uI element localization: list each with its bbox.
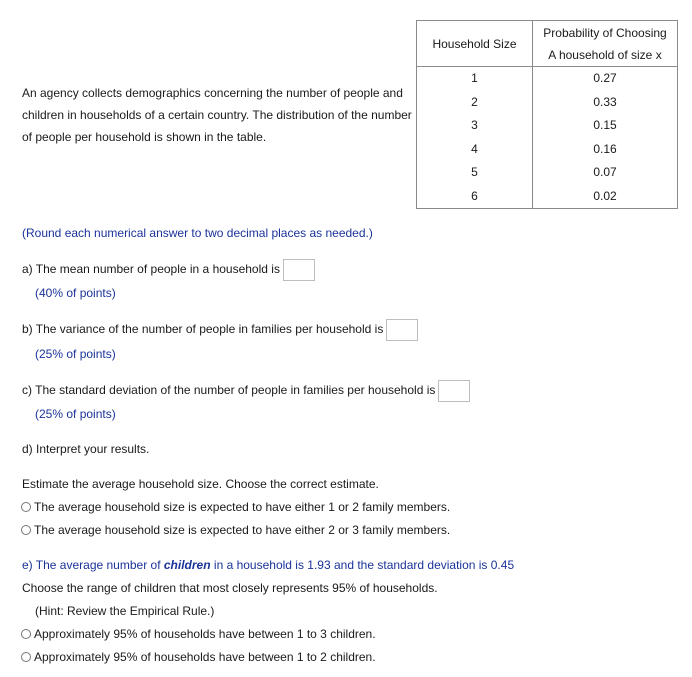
question-e-hint: (Hint: Review the Empirical Rule.) [35, 604, 215, 618]
cell-probability: 0.33 [533, 91, 678, 115]
option-d1-label: The average household size is expected to have either 1 or 2 family members. [34, 500, 451, 514]
question-a [22, 257, 315, 281]
question-d-text: d) Interpret your results. [22, 442, 150, 456]
header-household-size [417, 21, 533, 67]
question-d-prompt: Estimate the average household size. Choose the correct estimate. [22, 477, 379, 491]
header-probability-line1: Probability of Choosing [543, 25, 667, 40]
question-a-text: a) The mean number of people in a household is [22, 262, 280, 276]
cell-size: 4 [417, 138, 533, 162]
header-household-size-label: Household Size [432, 36, 517, 51]
question-a-points: (40% of points) [35, 286, 116, 300]
rounding-note: (Round each numerical answer to two decimal places as needed.) [22, 226, 373, 240]
option-e1[interactable] [21, 627, 376, 641]
question-b [22, 317, 418, 341]
cell-size: 1 [417, 67, 533, 91]
answer-c-input[interactable] [438, 380, 470, 402]
question-b-points: (25% of points) [35, 347, 116, 361]
radio-icon[interactable] [21, 525, 31, 535]
cell-size: 3 [417, 114, 533, 138]
question-e-text-bold: children [163, 558, 211, 572]
header-probability-line2: A household of size x [548, 47, 662, 62]
option-e2-label: Approximately 95% of households have between 1 to 2 children. [34, 650, 376, 664]
question-c-points: (25% of points) [35, 407, 116, 421]
radio-icon[interactable] [21, 652, 31, 662]
table-row [417, 138, 678, 162]
cell-probability: 0.16 [533, 138, 678, 162]
radio-icon[interactable] [21, 502, 31, 512]
table-row [417, 161, 678, 185]
question-e-prompt: Choose the range of children that most closely represents 95% of households. [22, 581, 438, 595]
cell-probability: 0.02 [533, 185, 678, 209]
option-e1-label: Approximately 95% of households have between 1 to 3 children. [34, 627, 376, 641]
table-row [417, 91, 678, 115]
option-d1[interactable] [21, 500, 450, 514]
cell-probability: 0.15 [533, 114, 678, 138]
question-c [22, 378, 470, 402]
option-e2[interactable] [21, 650, 376, 664]
table-row [417, 67, 678, 91]
problem-intro: An agency collects demographics concerning the number of people and children in households of a certain country. The distribution of the number of people per household is shown in the table. [22, 86, 412, 144]
table-row [417, 114, 678, 138]
option-d2[interactable] [21, 523, 450, 537]
distribution-table [416, 20, 678, 209]
cell-probability: 0.27 [533, 67, 678, 91]
answer-b-input[interactable] [386, 319, 418, 341]
question-e-text-pre: e) The average number of [22, 558, 164, 572]
cell-probability: 0.07 [533, 161, 678, 185]
answer-a-input[interactable] [283, 259, 315, 281]
question-e-text [22, 558, 514, 572]
question-b-text: b) The variance of the number of people in families per household is [22, 322, 384, 336]
cell-size: 2 [417, 91, 533, 115]
question-c-text: c) The standard deviation of the number of people in families per household is [22, 383, 436, 397]
option-d2-label: The average household size is expected to have either 2 or 3 family members. [34, 523, 451, 537]
header-probability [533, 21, 678, 67]
question-e-text-post: in a household is 1.93 and the standard deviation is 0.45 [210, 558, 515, 572]
radio-icon[interactable] [21, 629, 31, 639]
cell-size: 5 [417, 161, 533, 185]
table-row [417, 185, 678, 209]
cell-size: 6 [417, 185, 533, 209]
